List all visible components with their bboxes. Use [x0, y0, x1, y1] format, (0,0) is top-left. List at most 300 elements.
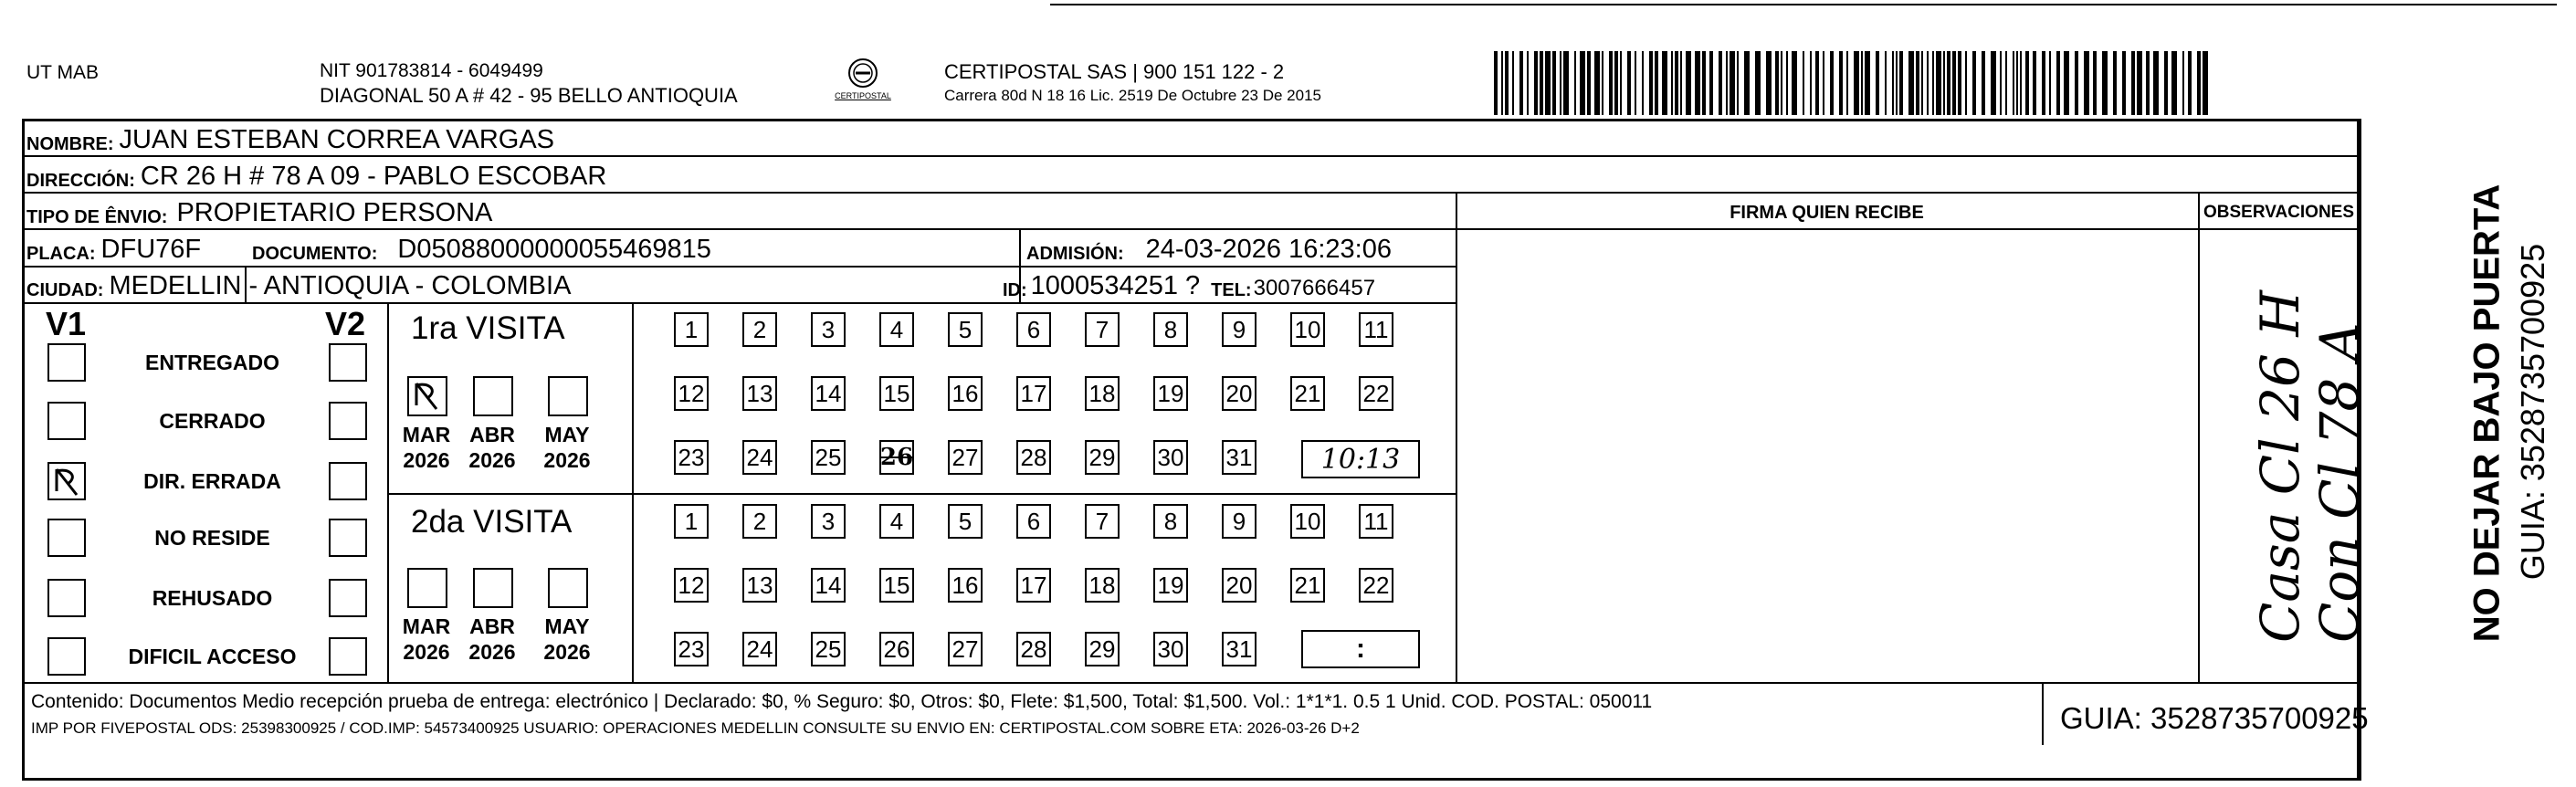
- barcode-bar: [1803, 51, 1804, 115]
- barcode-bar: [1635, 51, 1636, 115]
- rule: [387, 302, 389, 682]
- status-label: ENTREGADO: [145, 351, 279, 374]
- day-checkbox[interactable]: [948, 312, 983, 347]
- day-checkbox[interactable]: [674, 632, 709, 666]
- name-row: [26, 125, 554, 155]
- barcode-bar: [2188, 51, 2192, 115]
- barcode-bar: [1671, 51, 1673, 115]
- day-number: 12: [678, 571, 705, 599]
- barcode-bar: [1702, 51, 1706, 115]
- barcode-bar: [1563, 51, 1569, 115]
- day-checkbox[interactable]: [674, 504, 709, 539]
- day-checkbox[interactable]: [742, 440, 777, 475]
- status-label: CERRADO: [159, 409, 266, 433]
- barcode-bar: [1755, 51, 1761, 115]
- company-logo: [831, 57, 895, 108]
- day-checkbox[interactable]: [1153, 632, 1188, 666]
- address-label: DIRECCIÓN:: [26, 171, 135, 191]
- month-label: [535, 614, 599, 665]
- day-checkbox[interactable]: [1222, 568, 1256, 603]
- day-checkbox[interactable]: [811, 440, 846, 475]
- observation-handwriting: [2221, 247, 2371, 666]
- first-time-value: 10:13: [1320, 443, 1401, 476]
- day-checkbox[interactable]: [811, 376, 846, 411]
- v1-header: V1: [46, 305, 87, 342]
- v2-header: V2: [325, 305, 366, 342]
- barcode-bar: [2033, 51, 2036, 115]
- barcode-bar: [1846, 51, 1848, 115]
- day-number: 28: [1020, 635, 1047, 663]
- plate-label: PLACA:: [26, 244, 96, 264]
- day-number: 27: [952, 443, 979, 471]
- day-checkbox[interactable]: [948, 440, 983, 475]
- day-checkbox[interactable]: [1085, 440, 1120, 475]
- barcode-bar: [1552, 51, 1556, 115]
- v2-checkbox[interactable]: [329, 637, 367, 676]
- barcode-bar: [2137, 51, 2142, 115]
- barcode-bar: [1830, 51, 1834, 115]
- day-checkbox[interactable]: [1290, 376, 1325, 411]
- barcode-bar: [1662, 51, 1667, 115]
- v1-checkbox[interactable]: [47, 519, 86, 557]
- day-checkbox[interactable]: [879, 632, 914, 666]
- barcode-bar: [1927, 51, 1929, 115]
- barcode-bar: [2020, 51, 2022, 115]
- barcode-bar: [2084, 51, 2089, 115]
- barcode-bar: [1594, 51, 1600, 115]
- month-year: 2026: [468, 640, 516, 664]
- second-visit-title: 2da VISITA: [411, 504, 573, 540]
- recipient-address: CR 26 H # 78 A 09 - PABLO ESCOBAR: [140, 162, 607, 191]
- month-label: [535, 422, 599, 473]
- day-number: 22: [1362, 571, 1390, 599]
- city-label: CIUDAD:: [26, 280, 104, 300]
- v2-checkbox[interactable]: [329, 519, 367, 557]
- day-number: 20: [1225, 379, 1253, 407]
- day-checkbox[interactable]: [1359, 504, 1393, 539]
- day-checkbox[interactable]: [1290, 312, 1325, 347]
- barcode-bar: [2056, 51, 2060, 115]
- barcode-bar: [1574, 51, 1576, 115]
- barcode-bar: [1737, 51, 1739, 115]
- barcode-bar: [1932, 51, 1934, 115]
- rule: [632, 302, 634, 682]
- barcode-bar: [1540, 51, 1543, 115]
- barcode-bar: [1719, 51, 1722, 115]
- month-checkbox[interactable]: [548, 568, 588, 608]
- barcode-bar: [1494, 51, 1498, 115]
- first-time-box: [1301, 440, 1420, 478]
- city-value: MEDELLIN - ANTIOQUIA - COLOMBIA: [109, 271, 572, 300]
- barcode-bar: [1786, 51, 1788, 115]
- address-row: [26, 162, 606, 192]
- barcode-bar: [1609, 51, 1613, 115]
- day-number: 24: [746, 443, 773, 471]
- day-checkbox[interactable]: [674, 440, 709, 475]
- barcode-bar: [2171, 51, 2177, 115]
- name-label: NOMBRE:: [26, 134, 114, 154]
- barcode-bar: [1627, 51, 1631, 115]
- day-number: 21: [1294, 379, 1321, 407]
- barcode-bar: [1965, 51, 1967, 115]
- v2-checkbox[interactable]: [329, 579, 367, 617]
- day-number: 28: [1020, 443, 1047, 471]
- footer-guide: GUIA: 3528735700925: [2060, 701, 2369, 735]
- tel-label: TEL:: [1211, 280, 1252, 300]
- barcode-bar: [1505, 51, 1509, 115]
- barcode-bar: [1899, 51, 1903, 115]
- v1-checkbox[interactable]: [47, 402, 86, 440]
- barcode-bar: [1792, 51, 1797, 115]
- type-row: [26, 198, 492, 228]
- barcode-bar: [1810, 51, 1812, 115]
- day-number: 30: [1157, 443, 1184, 471]
- barcode-bar: [1775, 51, 1779, 115]
- barcode-bar: [2025, 51, 2029, 115]
- barcode-bar: [2153, 51, 2159, 115]
- day-number: 11: [1363, 315, 1389, 343]
- rule: [1456, 228, 2360, 230]
- barcode-bar: [1958, 51, 1961, 115]
- tel-value: 3007666457: [1253, 276, 1376, 300]
- day-number: 12: [678, 379, 705, 407]
- recipient-name: JUAN ESTEBAN CORREA VARGAS: [119, 125, 555, 154]
- barcode-bar: [1892, 51, 1894, 115]
- day-checkbox[interactable]: [1016, 440, 1051, 475]
- barcode-bar: [1972, 51, 1976, 115]
- day-checkbox[interactable]: [879, 504, 914, 539]
- day-checkbox[interactable]: [948, 568, 983, 603]
- admission-row: [1026, 235, 1392, 265]
- plate-row: [26, 235, 201, 265]
- day-number: 26: [883, 635, 910, 663]
- barcode-bar: [2093, 51, 2097, 115]
- month-checkbox[interactable]: [548, 376, 588, 416]
- day-checkbox[interactable]: [879, 312, 914, 347]
- day-checkbox[interactable]: [1222, 504, 1256, 539]
- barcode-bar: [1896, 51, 1898, 115]
- contents-line: Contenido: Documentos Medio recepción prueba de entrega: electrónico | Declarado: $0, % Seguro: $0, Otros: $0, Flete: $1,500, Total: $1,500. Vol.: 1*1*1. 0.5 1 Unid. COD. POSTAL: 050011: [31, 691, 1653, 712]
- barcode-bar: [2131, 51, 2135, 115]
- barcode-bar: [1936, 51, 1941, 115]
- admission-value: 24-03-2026 16:23:06: [1145, 235, 1392, 264]
- day-checkbox[interactable]: [1153, 376, 1188, 411]
- barcode-bar: [1766, 51, 1772, 115]
- barcode-bar: [1916, 51, 1919, 115]
- day-checkbox[interactable]: [674, 312, 709, 347]
- month-checkbox[interactable]: [407, 568, 447, 608]
- barcode-bar: [1982, 51, 1985, 115]
- day-number: 29: [1088, 635, 1116, 663]
- day-number: 17: [1020, 571, 1047, 599]
- month-label: [460, 614, 524, 665]
- day-checkbox[interactable]: [1359, 568, 1393, 603]
- barcode-bar: [1908, 51, 1914, 115]
- v2-checkbox[interactable]: [329, 462, 367, 500]
- day-number: 7: [1095, 315, 1109, 343]
- day-checkbox[interactable]: [811, 312, 846, 347]
- barcode-bar: [1534, 51, 1538, 115]
- day-checkbox[interactable]: [1290, 568, 1325, 603]
- barcode-bar: [1655, 51, 1658, 115]
- day-number: 31: [1225, 443, 1253, 471]
- day-checkbox[interactable]: [1222, 440, 1256, 475]
- barcode-bar: [1649, 51, 1653, 115]
- barcode-bar: [1501, 51, 1503, 115]
- type-label: TIPO DE ÊNVIO:: [26, 207, 168, 227]
- id-value: 1000534251 ?: [1030, 271, 1201, 300]
- month-checkbox[interactable]: [473, 568, 513, 608]
- barcode-bar: [2146, 51, 2150, 115]
- barcode-bar: [1614, 51, 1618, 115]
- day-number: 8: [1163, 507, 1178, 535]
- observations-header: OBSERVACIONES: [2203, 203, 2355, 222]
- month-name: MAR: [402, 614, 451, 638]
- day-number: 27: [952, 635, 979, 663]
- barcode-bar: [2102, 51, 2108, 115]
- day-checkbox[interactable]: [879, 440, 914, 475]
- day-number: 7: [1095, 507, 1109, 535]
- plate-value: DFU76F: [100, 235, 202, 264]
- id-label: ID:: [1003, 280, 1027, 300]
- month-name: MAY: [544, 614, 590, 638]
- day-checkbox[interactable]: [1016, 376, 1051, 411]
- day-number: 8: [1163, 315, 1178, 343]
- barcode-bar: [1730, 51, 1735, 115]
- day-checkbox[interactable]: [1153, 440, 1188, 475]
- day-number: 16: [952, 571, 979, 599]
- top-rule: [1050, 4, 2557, 5]
- day-checkbox[interactable]: [1290, 504, 1325, 539]
- day-checkbox[interactable]: [1085, 504, 1120, 539]
- barcode-bar: [2075, 51, 2078, 115]
- status-label: REHUSADO: [152, 586, 273, 610]
- day-number: 3: [821, 315, 836, 343]
- v2-checkbox[interactable]: [329, 343, 367, 382]
- barcode-bar: [1680, 51, 1682, 115]
- day-number: 19: [1157, 571, 1184, 599]
- day-number: 23: [678, 443, 705, 471]
- second-time-value: :: [1356, 634, 1365, 664]
- print-info-line: IMP POR FIVEPOSTAL ODS: 25398300925 / COD.IMP: 54573400925 USUARIO: OPERACIONES MEDELLIN CONSULTE SU ENVIO EN: CERTIPOSTAL.COM SOBRE ETA: 2026-03-26 D+2: [31, 719, 1360, 737]
- admission-label: ADMISIÓN:: [1026, 244, 1124, 264]
- day-checkbox[interactable]: [742, 568, 777, 603]
- barcode-bar: [1587, 51, 1591, 115]
- barcode-bar: [1781, 51, 1782, 115]
- barcode-bar: [2164, 51, 2168, 115]
- v1-checkbox[interactable]: [47, 343, 86, 382]
- day-checkbox[interactable]: [811, 504, 846, 539]
- v1-checkbox[interactable]: [47, 637, 86, 676]
- id-row: [1003, 271, 1375, 301]
- barcode-bar: [1512, 51, 1514, 115]
- barcode-bar: [1854, 51, 1859, 115]
- month-checkbox[interactable]: [473, 376, 513, 416]
- barcode-bar: [2197, 51, 2201, 115]
- day-number: 30: [1157, 635, 1184, 663]
- day-checkbox[interactable]: [1016, 568, 1051, 603]
- barcode-bar: [2203, 51, 2208, 115]
- status-label: DIFICIL ACCESO: [128, 645, 297, 668]
- day-checkbox[interactable]: [1085, 376, 1120, 411]
- barcode-bar: [1744, 51, 1750, 115]
- barcode-bar: [1709, 51, 1713, 115]
- day-number: 25: [815, 443, 842, 471]
- month-year: 2026: [543, 640, 591, 664]
- day-number: 6: [1026, 507, 1041, 535]
- day-checkbox[interactable]: [811, 568, 846, 603]
- day-number: 16: [952, 379, 979, 407]
- day-number: 9: [1232, 507, 1246, 535]
- day-checkbox[interactable]: [1153, 312, 1188, 347]
- day-checkbox[interactable]: [1222, 312, 1256, 347]
- barcode-bar: [1527, 51, 1529, 115]
- sender-nit: NIT 901783814 - 6049499: [320, 60, 543, 81]
- month-label: [460, 422, 524, 473]
- rule: [22, 228, 1456, 230]
- day-checkbox[interactable]: [674, 568, 709, 603]
- day-number: 26: [879, 444, 914, 471]
- day-checkbox[interactable]: [879, 376, 914, 411]
- barcode-bar: [1602, 51, 1603, 115]
- day-checkbox[interactable]: [811, 632, 846, 666]
- barcode-bar: [1839, 51, 1843, 115]
- day-number: 21: [1294, 571, 1321, 599]
- barcode-bar: [1823, 51, 1824, 115]
- sender-name: UT MAB: [26, 62, 99, 83]
- rule: [2198, 192, 2200, 682]
- day-number: 15: [883, 379, 910, 407]
- day-checkbox[interactable]: [1085, 568, 1120, 603]
- day-checkbox[interactable]: [1222, 376, 1256, 411]
- day-checkbox[interactable]: [1153, 504, 1188, 539]
- rule: [22, 192, 2360, 194]
- document-row: [252, 235, 711, 265]
- second-time-box: [1301, 630, 1420, 668]
- day-number: 1: [684, 507, 699, 535]
- barcode-bar: [1815, 51, 1819, 115]
- barcode-bar: [1921, 51, 1923, 115]
- barcode-bar: [1885, 51, 1887, 115]
- barcode-bar: [1947, 51, 1950, 115]
- shipment-type: PROPIETARIO PERSONA: [176, 198, 493, 227]
- day-checkbox[interactable]: [948, 632, 983, 666]
- day-number: 10: [1294, 315, 1321, 343]
- barcode-bar: [1686, 51, 1691, 115]
- day-number: 4: [889, 315, 904, 343]
- day-number: 29: [1088, 443, 1116, 471]
- day-number: 18: [1088, 571, 1116, 599]
- check-mark-icon: [409, 378, 444, 413]
- v1-checkbox[interactable]: [47, 462, 86, 500]
- barcode-bar: [2013, 51, 2014, 115]
- v1-checkbox[interactable]: [47, 579, 86, 617]
- day-checkbox[interactable]: [1222, 632, 1256, 666]
- day-checkbox[interactable]: [742, 504, 777, 539]
- barcode-bar: [2042, 51, 2045, 115]
- barcode-bar: [1865, 51, 1870, 115]
- day-checkbox[interactable]: [742, 376, 777, 411]
- day-checkbox[interactable]: [948, 504, 983, 539]
- barcode-bar: [1726, 51, 1728, 115]
- day-checkbox[interactable]: [742, 312, 777, 347]
- city-row: [26, 271, 571, 301]
- day-checkbox[interactable]: [1359, 312, 1393, 347]
- barcode-bar: [1861, 51, 1863, 115]
- day-checkbox[interactable]: [1153, 568, 1188, 603]
- day-number: 14: [815, 571, 842, 599]
- month-year: 2026: [543, 448, 591, 472]
- observation-line-1: Casa Cl 26 H: [2249, 290, 2311, 643]
- v2-checkbox[interactable]: [329, 402, 367, 440]
- day-number: 15: [883, 571, 910, 599]
- barcode-bar: [1642, 51, 1644, 115]
- month-year: 2026: [403, 640, 450, 664]
- day-checkbox[interactable]: [1016, 632, 1051, 666]
- barcode-bar: [1620, 51, 1622, 115]
- rule: [2042, 682, 2044, 745]
- status-label: NO RESIDE: [154, 526, 270, 550]
- day-number: 5: [958, 507, 973, 535]
- observation-line-2: Con Cl 78 A: [2308, 322, 2371, 643]
- rule: [22, 155, 2360, 157]
- barcode-bar: [2182, 51, 2184, 115]
- day-number: 24: [746, 635, 773, 663]
- barcode-bar: [1560, 51, 1561, 115]
- day-checkbox[interactable]: [1016, 504, 1051, 539]
- signature-header: FIRMA QUIEN RECIBE: [1730, 203, 1924, 223]
- day-number: 13: [746, 571, 773, 599]
- barcode-bar: [1952, 51, 1956, 115]
- day-checkbox[interactable]: [1016, 312, 1051, 347]
- barcode: [1494, 51, 2215, 115]
- day-checkbox[interactable]: [1359, 376, 1393, 411]
- day-number: 31: [1225, 635, 1253, 663]
- day-number: 11: [1363, 507, 1389, 535]
- month-name: MAY: [544, 423, 590, 446]
- day-checkbox[interactable]: [742, 632, 777, 666]
- barcode-bar: [1545, 51, 1551, 115]
- sender-address: DIAGONAL 50 A # 42 - 95 BELLO ANTIOQUIA: [320, 84, 738, 107]
- barcode-bar: [2049, 51, 2051, 115]
- rule: [22, 266, 1456, 268]
- day-checkbox[interactable]: [948, 376, 983, 411]
- side-warning: NO DEJAR BAJO PUERTA: [2466, 184, 2508, 643]
- month-checkbox[interactable]: [407, 376, 447, 416]
- document-value: D05088000000055469815: [397, 235, 711, 264]
- barcode-bar: [1580, 51, 1585, 115]
- company-detail: Carrera 80d N 18 16 Lic. 2519 De Octubre 23 De 2015: [944, 87, 1321, 104]
- rule: [22, 302, 1456, 304]
- day-number: 3: [821, 507, 836, 535]
- barcode-bar: [1876, 51, 1879, 115]
- rule: [387, 493, 1456, 495]
- day-number: 17: [1020, 379, 1047, 407]
- barcode-bar: [2016, 51, 2018, 115]
- day-number: 10: [1294, 507, 1321, 535]
- day-number: 5: [958, 315, 973, 343]
- month-year: 2026: [403, 448, 450, 472]
- day-checkbox[interactable]: [674, 376, 709, 411]
- day-checkbox[interactable]: [1085, 632, 1120, 666]
- day-checkbox[interactable]: [1085, 312, 1120, 347]
- check-mark-icon: [49, 464, 84, 498]
- barcode-bar: [2000, 51, 2002, 115]
- barcode-bar: [1675, 51, 1678, 115]
- side-guide: GUIA: 3528735700925: [2514, 243, 2551, 581]
- day-number: 13: [746, 379, 773, 407]
- day-checkbox[interactable]: [879, 568, 914, 603]
